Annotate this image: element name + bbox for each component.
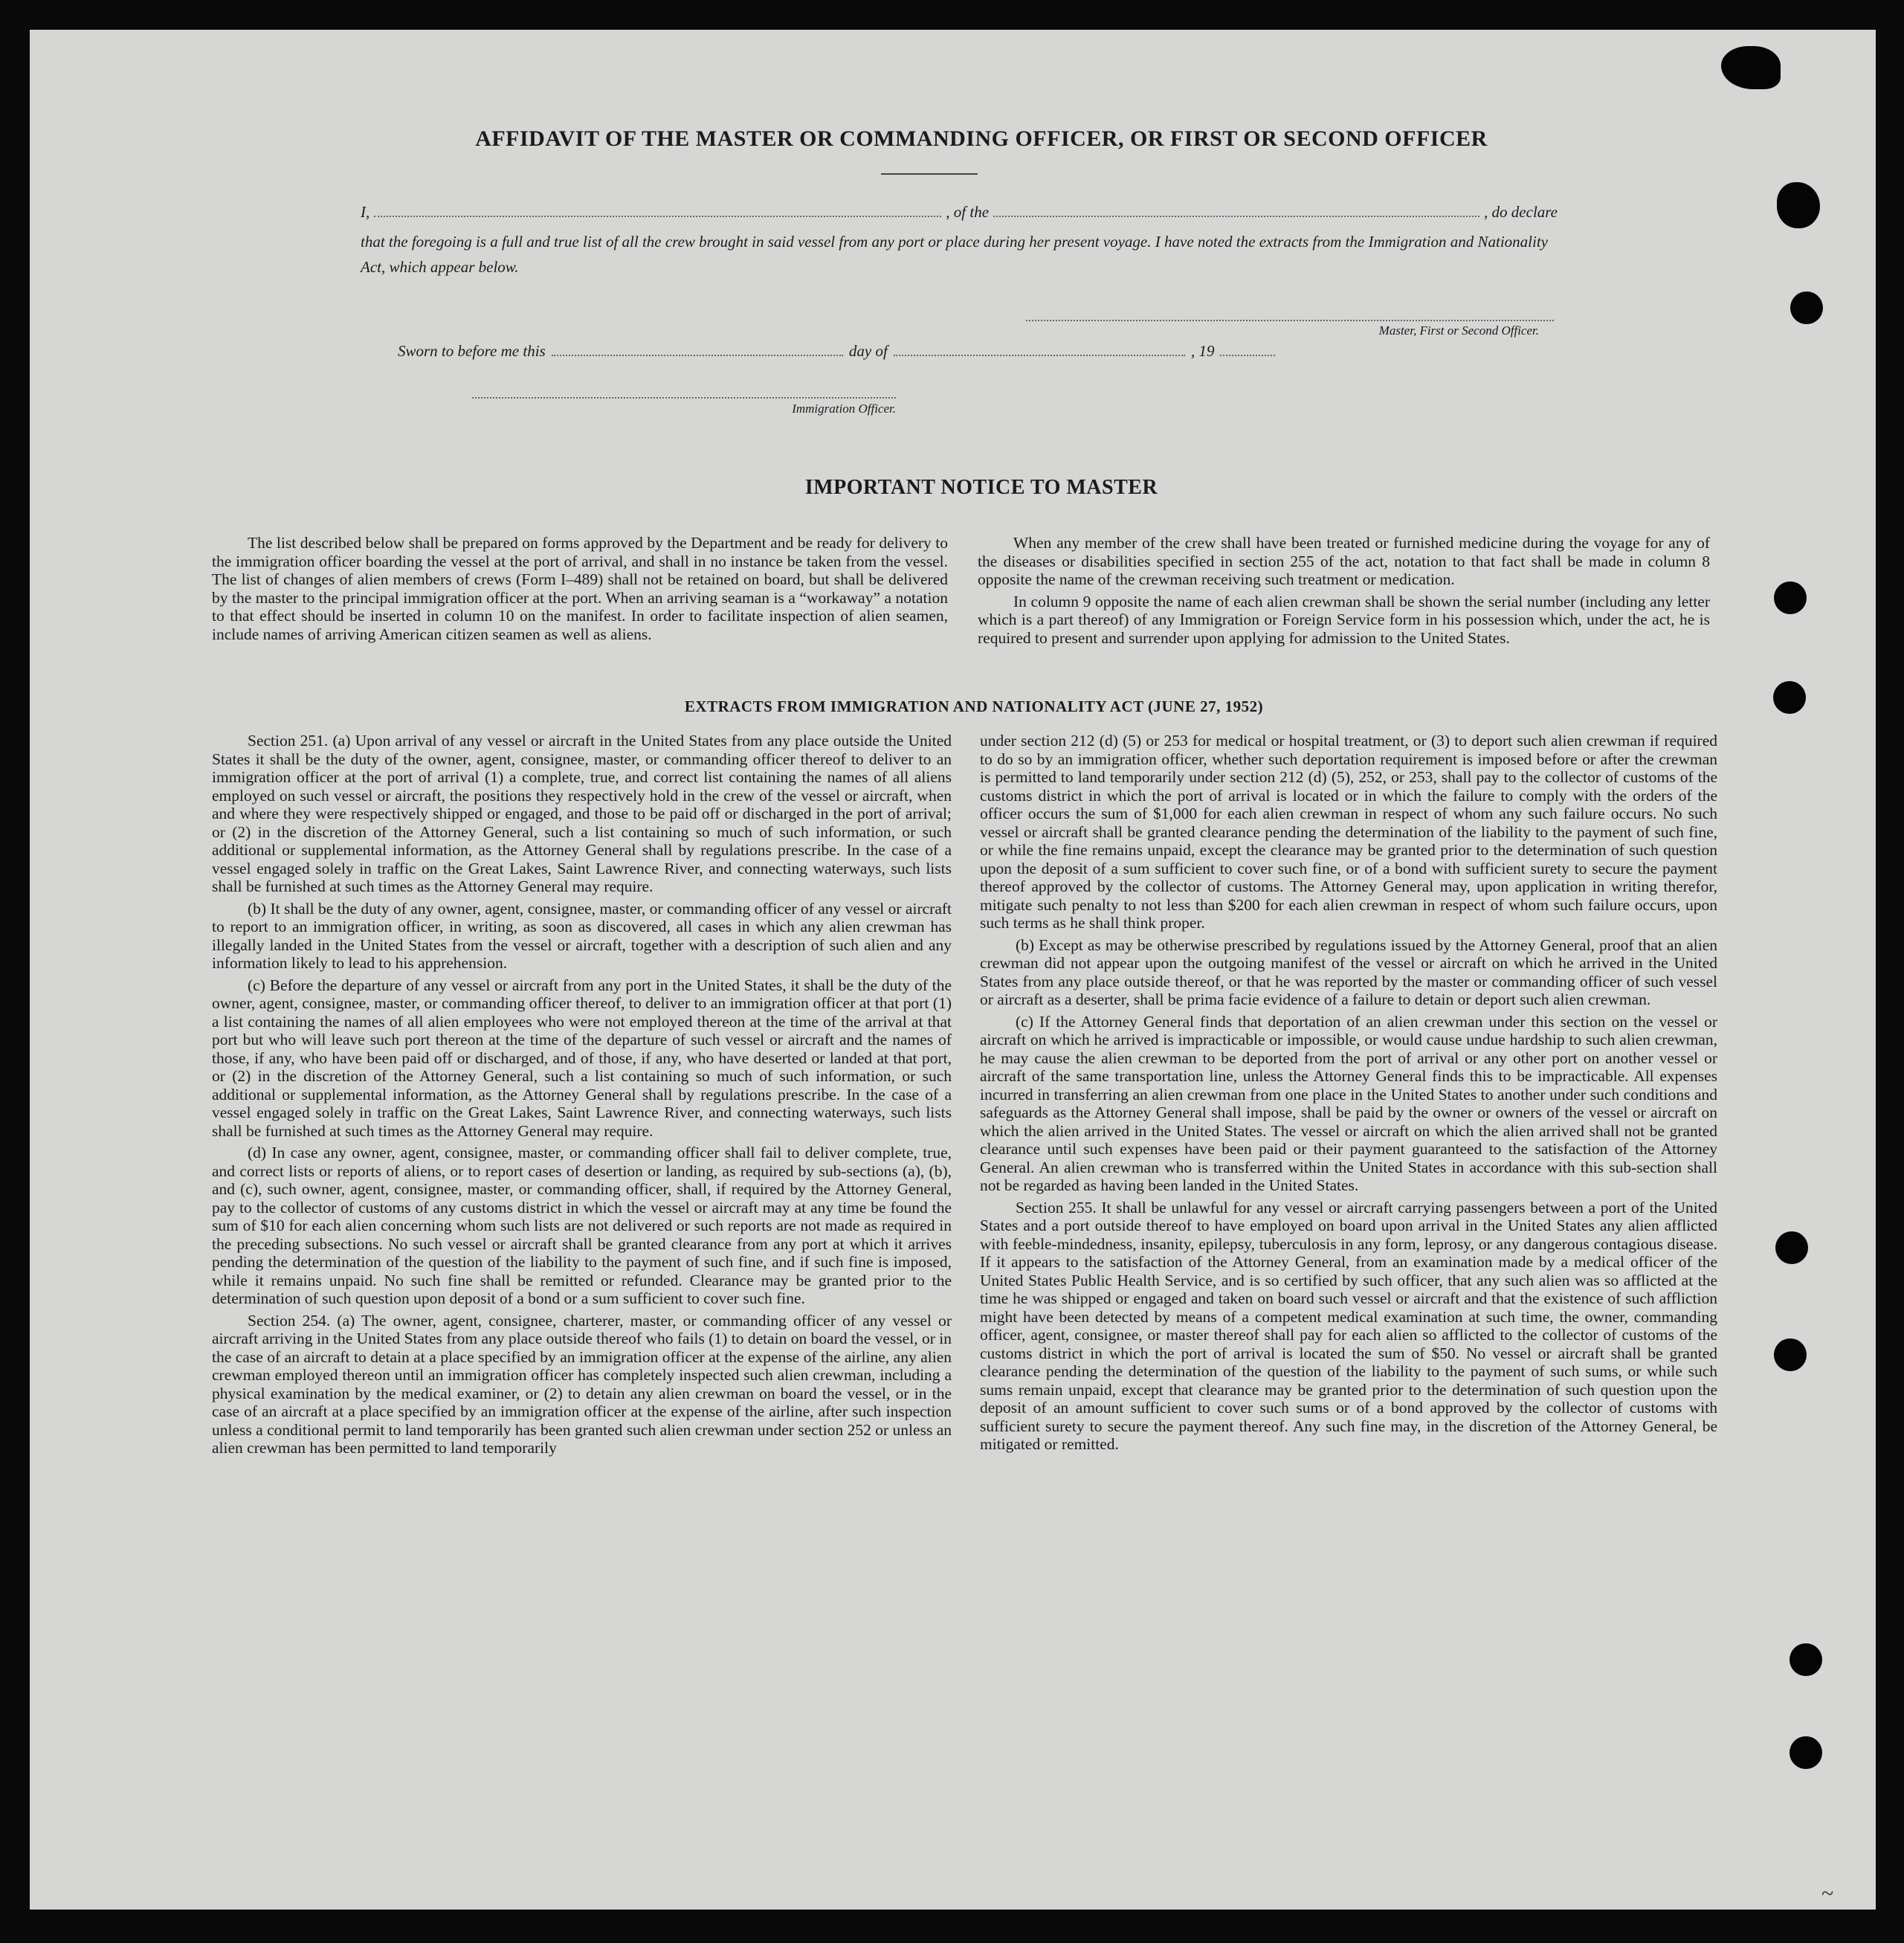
title-divider: [881, 173, 978, 175]
notice-title: IMPORTANT NOTICE TO MASTER: [804, 476, 1158, 499]
affidavit-title: AFFIDAVIT OF THE MASTER OR COMMANDING OFFICER, OR FIRST OR SECOND OFFICER: [475, 126, 1488, 151]
binder-hole: [1774, 1338, 1807, 1371]
i-label: I,: [361, 203, 370, 221]
day-of-label: day of: [848, 342, 888, 360]
binder-hole: [1790, 1643, 1822, 1676]
extract-paragraph: (b) It shall be the duty of any owner, agent, consignee, master, or commanding officer of any vessel or aircraft to report to an immigration officer, in writing, as soon as discovered, all cases in which any alien crewman has illegally landed in the United States from the vessel or aircraft, together with a description of such alien and any information likely to lead to his apprehension.: [212, 899, 952, 972]
binder-hole: [1774, 581, 1807, 614]
extract-paragraph: under section 212 (d) (5) or 253 for medical or hospital treatment, or (3) to deport such alien crewman if required to do so by an immigration officer, whether such deportation requirement is imposed before or after the crewman is permitted to land temporarily under section 212 (d) (5), 252, or 253, shall pay to the collector of customs of the customs district in which the port of arrival is located or in which the failure to comply with the orders of the officer occurs the sum of $1,000 for each alien crewman in respect of whom any such failure occurs. No such vessel or aircraft shall be granted clearance pending the determination of the liability to the payment of such fine, or while the fine remains unpaid, except the clearance may be granted prior to the determination of such question upon the deposit of a sum sufficient to cover such fine, or of a bond with sufficient surety to secure the payment thereof approved by the collector of customs. The Attorney General may, upon application in writing therefor, mitigate such penalty to not less than $200 for each alien crewman in respect of whom such failure occurs, upon such terms as he shall think proper.: [980, 732, 1717, 932]
name-field[interactable]: [374, 205, 941, 217]
sworn-line: [398, 342, 1275, 361]
sworn-year-field[interactable]: [1220, 344, 1275, 356]
edge-ink-blot: [1777, 182, 1820, 228]
binder-hole: [1790, 291, 1823, 324]
extract-paragraph: (c) If the Attorney General finds that deportation of an alien crewman under this section on the vessel or aircraft on which he arrived is impracticable or impossible, or would cause undue hardship to such alien crewman, he may cause the alien crewman to be deported from the port of arrival or any other port on another vessel or aircraft of the same transportation line, unless the Attorney General finds this to be impracticable. All expenses incurred in transferring an alien crewman from one place in the United States to another under such conditions and safeguards as the Attorney General shall impose, shall be paid by the owner or owners of the vessel or aircraft on which the alien arrived in the United States. The vessel or aircraft on which the alien arrived shall not be granted clearance until such expenses have been paid or their payment guaranteed to the satisfaction of the Attorney General. An alien crewman who is transferred within the United States in accordance with this sub-section shall not be regarded as having been landed in the United States.: [980, 1012, 1717, 1194]
year-label: , 19: [1190, 342, 1215, 360]
vessel-field[interactable]: [993, 205, 1479, 217]
immigration-officer-caption: Immigration Officer.: [792, 402, 896, 416]
declaration-text: that the foregoing is a full and true list of all the crew brought in said vessel from any port or place during her present voyage. I have noted the extracts from the Immigration and Nationality Act, which appear below.: [361, 233, 1548, 276]
immigration-officer-signature-field[interactable]: [472, 396, 896, 399]
signature-caption: Master, First or Second Officer.: [1378, 323, 1539, 338]
binder-hole: [1775, 1231, 1808, 1264]
sworn-month-field[interactable]: [894, 344, 1185, 356]
extracts-title: EXTRACTS FROM IMMIGRATION AND NATIONALITY ACT (JUNE 27, 1952): [684, 697, 1264, 715]
notice-right-column: [978, 534, 1710, 647]
signature-field[interactable]: [1026, 318, 1554, 321]
do-declare-label: , do declare: [1484, 203, 1558, 221]
extract-paragraph: (b) Except as may be otherwise prescribed by regulations issued by the Attorney General, proof that an alien crewman did not appear upon the outgoing manifest of the vessel or aircraft on which he arrived in the United States from any place outside thereof, or that he was reported by the master or commanding officer of such vessel or aircraft as a deserter, shall be prima facie evidence of a failure to detain or deport such alien crewman.: [980, 935, 1717, 1008]
binder-hole: [1790, 1736, 1822, 1769]
notice-paragraph: In column 9 opposite the name of each alien crewman shall be shown the serial number (including any letter which is a part thereof) of any Immigration or Foreign Service form in his possession which, under the act, he is required to present and surrender upon applying for admission to the United States.: [978, 592, 1710, 647]
extract-paragraph: Section 255. It shall be unlawful for any vessel or aircraft carrying passengers between a port of the United States and a port outside thereof to have employed on board upon arrival in the United States any alien afflicted with feeble-mindedness, insanity, epilepsy, tuberculosis in any form, leprosy, or any dangerous contagious disease. If it appears to the satisfaction of the Attorney General, from an examination made by a medical officer of the United States Public Health Service, and is so certified by such officer, that any such alien was so afflicted at the time he was shipped or engaged and taken on board such vessel or aircraft and that the existence of such affliction might have been detected by means of a competent medical examination at such time, the owner, commanding officer, agent, consignee, or master thereof shall pay for each alien so afflicted to the collector of customs of the customs district in which the port of arrival is located the sum of $50. No vessel or aircraft shall be granted clearance pending the determination of the question of the liability to the payment of such sums, or while such sums remain unpaid, except that clearance may be granted prior to the determination of such question upon the deposit of an amount sufficient to cover such sums or of a bond approved by the collector of customs with sufficient surety to secure the payment thereof. Any such fine may, in the discretion of the Attorney General, be mitigated or remitted.: [980, 1198, 1717, 1453]
declaration-blank-line: [361, 203, 1558, 222]
of-the-label: , of the: [946, 203, 990, 221]
stray-mark: ~: [1821, 1881, 1834, 1906]
extract-paragraph: (c) Before the departure of any vessel or aircraft from any port in the United States, it shall be the duty of the owner, agent, consignee, master, or commanding officer thereof, to deliver to an immigration officer at that port (1) a list containing the names of all alien employees who were not employed thereon at the time of the arrival at that port but who will leave such port thereon at the time of the departure of such vessel or aircraft and the names of those, if any, who have been paid off or discharged, and of those, if any, who have deserted or landed at that port, or (2) in the discretion of the Attorney General, such a list containing so much of such information, or such additional or supplemental information, as the Attorney General shall by regulations prescribe. In the case of a vessel engaged solely in traffic on the Great Lakes, Saint Lawrence River, and connecting waterways, such lists shall be furnished at such times as the Attorney General may require.: [212, 976, 952, 1140]
extracts-right-column: [980, 732, 1717, 1454]
notice-left-column: [212, 534, 948, 643]
binder-hole: [1773, 681, 1806, 714]
torn-corner-mark: [1721, 46, 1781, 89]
sworn-day-field[interactable]: [552, 344, 843, 356]
notice-paragraph: When any member of the crew shall have been treated or furnished medicine during the voyage for any of the diseases or disabilities specified in section 255 of the act, notation to that fact shall be made in column 8 opposite the name of the crewman receiving such treatment or medication.: [978, 534, 1710, 588]
extract-paragraph: Section 254. (a) The owner, agent, consignee, charterer, master, or commanding officer of any vessel or aircraft arriving in the United States from any place outside thereof who fails (1) to detain on board the vessel, or in the case of an aircraft to detain at a place specified by an immigration officer at the expense of the airline, any alien crewman employed thereon until an immigration officer has completely inspected such alien crewman, including a physical examination by the medical examiner, or (2) to detain any alien crewman on board the vessel, or in the case of an aircraft at a place specified by an immigration officer at the expense of the airline, after such inspection unless a conditional permit to land temporarily has been granted such alien crewman under section 252 or unless an alien crewman has been permitted to land temporarily: [212, 1311, 952, 1457]
notice-paragraph: The list described below shall be prepared on forms approved by the Department and be ready for delivery to the immigration officer boarding the vessel at the port of arrival, and shall in no instance be taken from the vessel. The list of changes of alien members of crews (Form I–489) shall not be retained on board, but shall be delivered by the master to the principal immigration officer at the port. When an arriving seaman is a “workaway” a notation to that effect should be inserted in column 10 on the manifest. In order to facilitate inspection of alien seamen, include names of arriving American citizen seamen as well as aliens.: [212, 534, 948, 643]
extract-paragraph: Section 251. (a) Upon arrival of any vessel or aircraft in the United States from any place outside the United States it shall be the duty of the owner, agent, consignee, master, or commanding officer thereof to deliver to an immigration officer at the port of arrival (1) a complete, true, and correct list containing the names of all aliens employed on such vessel or aircraft, the positions they respectively hold in the crew of the vessel or aircraft, when and where they were respectively shipped or engaged, and those to be paid off or discharged in the port of arrival; or (2) in the discretion of the Attorney General, such a list containing so much of such information, or such additional or supplemental information, as the Attorney General shall by regulations prescribe. In the case of a vessel engaged solely in traffic on the Great Lakes, Saint Lawrence River, and connecting waterways, such lists shall be furnished at such times as the Attorney General may require.: [212, 732, 952, 895]
document-page: [30, 30, 1876, 1910]
extract-paragraph: (d) In case any owner, agent, consignee, master, or commanding officer shall fail to deliver complete, true, and correct lists or reports of aliens, or to report cases of desertion or landing, as required by sub-sections (a), (b), and (c), such owner, agent, consignee, master, or commanding officer, shall, if required by the Attorney General, pay to the collector of customs of any customs district in which the vessel or aircraft may at any time be found the sum of $10 for each alien concerning whom such lists are not delivered or such reports are not made as required in the preceding subsections. No such vessel or aircraft shall be granted clearance from any port at which it arrives pending the determination of the question of the liability to the payment of such fine, and if such fine is imposed, while it remains unpaid. No such fine shall be remitted or refunded. Clearance may be granted prior to the determination of such question upon deposit of a bond or a sum sufficient to cover such fine.: [212, 1144, 952, 1307]
sworn-label: Sworn to before me this: [398, 342, 546, 360]
extracts-left-column: [212, 732, 952, 1457]
